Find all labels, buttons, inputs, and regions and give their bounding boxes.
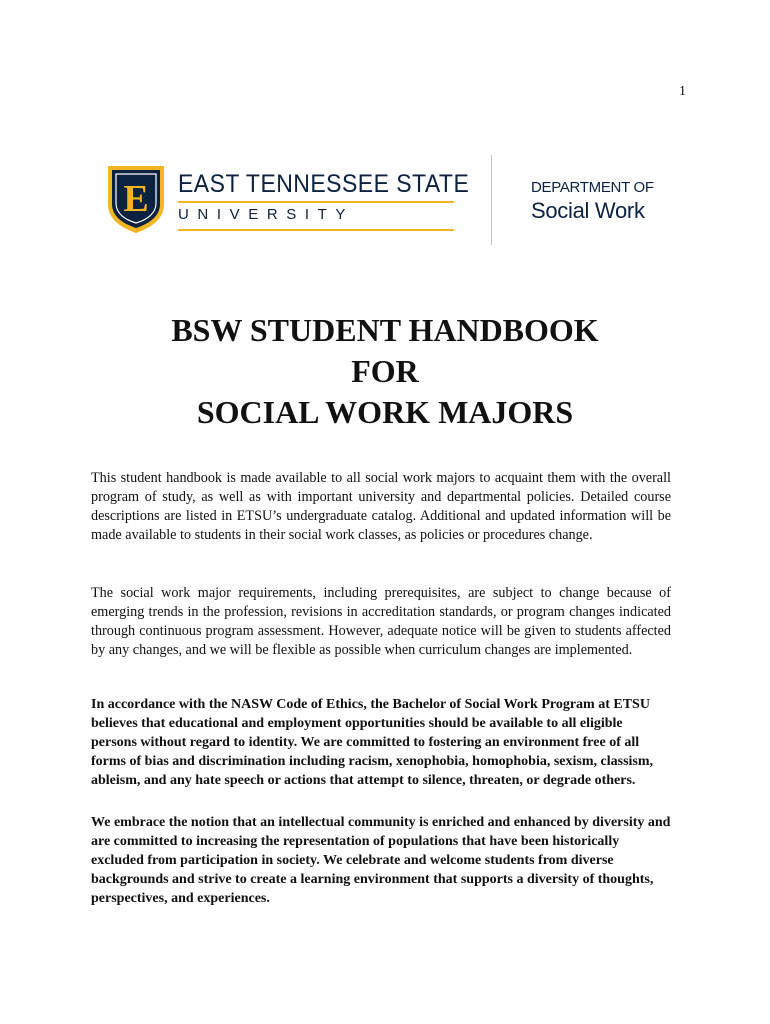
diversity-statement: We embrace the notion that an intellectual community is enriched and enhanced by diversity and are committed to increasing the representation of populations that have been historically excluded from participation in society. We celebrate and welcome students from diverse backgrounds and strive to create a learning environment that supports a diversity of thoughts, perspectives, and experiences. bbox=[91, 815, 671, 906]
university-wordmark bbox=[178, 170, 470, 223]
document-title bbox=[0, 310, 770, 433]
title-line3: SOCIAL WORK MAJORS bbox=[196, 394, 574, 430]
title-line2: FOR bbox=[351, 353, 419, 389]
department-line2: Social Work bbox=[531, 198, 645, 223]
nasw-ethics-statement: In accordance with the NASW Code of Ethics, the Bachelor of Social Work Program at ETSU believes that educational and employment opportunities should be available to all eligible persons without regard to identity. We are committed to fostering an environment free of all forms of bias and discrimination including racism, xenophobia, homophobia, sexism, classism, ableism, and any hate speech or actions that attempt to silence, threaten, or degrade others. bbox=[91, 697, 654, 788]
page-number: 1 bbox=[679, 84, 686, 99]
etsu-shield-logo bbox=[106, 164, 166, 234]
requirements-paragraph: The social work major requirements, including prerequisites, are subject to change because of emerging trends in the profession, revisions in accreditation standards, or program changes indicated through continuous program assessment. However, adequate notice will be given to students affected by any changes, and we will be flexible as possible when curriculum changes are implemented. bbox=[91, 585, 671, 658]
title-line1: BSW STUDENT HANDBOOK bbox=[171, 312, 599, 348]
university-name-line1: EAST TENNESSEE STATE bbox=[178, 170, 470, 198]
gold-rule-top bbox=[178, 201, 454, 203]
department-line1: DEPARTMENT OF bbox=[531, 179, 654, 196]
shield-letter: E bbox=[123, 178, 149, 220]
department-wordmark bbox=[531, 179, 654, 224]
header-divider bbox=[491, 155, 492, 245]
university-name-line2: UNIVERSITY bbox=[178, 206, 355, 223]
gold-rule-bottom bbox=[178, 229, 454, 231]
intro-paragraph: This student handbook is made available to all social work majors to acquaint them with the overall program of study, as well as with important university and departmental policies. Detailed course descriptions are listed in ETSU’s undergraduate catalog. Additional and updated information will be made available to students in their social work classes, as policies or procedures change. bbox=[91, 470, 671, 543]
